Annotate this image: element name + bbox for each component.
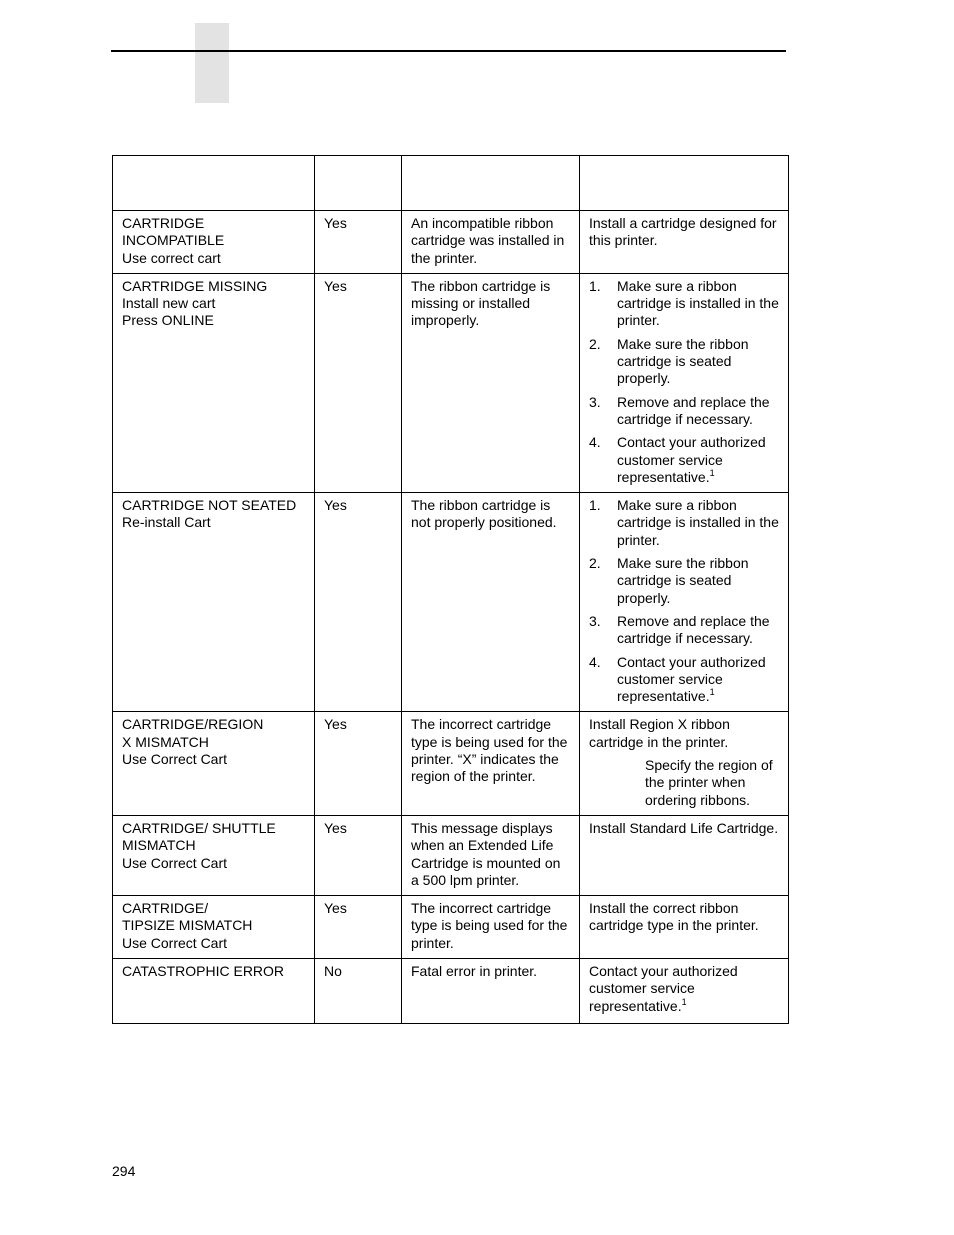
solution-text: Install Region X ribbon cartridge in the printer.: [589, 716, 730, 750]
explanation-cell: The incorrect cartridge type is being used for the printer. “X” indicates the region of the printer.: [402, 712, 580, 815]
step-number: 1.: [589, 277, 601, 294]
table-row: [113, 493, 789, 712]
step-number: 1.: [589, 497, 601, 514]
footnote-marker: 1: [709, 687, 715, 698]
message-line: CARTRIDGE: [122, 215, 205, 231]
step-number: 3.: [589, 393, 601, 410]
footnote-marker: 1: [681, 996, 687, 1007]
message-line: INCOMPATIBLE: [122, 232, 225, 249]
table-row: [113, 273, 789, 492]
step-text: Remove and replace the cartridge if necessary.: [617, 393, 770, 427]
column-header-reset: [315, 156, 402, 211]
message-cell: [113, 815, 315, 895]
solution-cell: [580, 712, 789, 815]
step-text: Make sure a ribbon cartridge is installed in the printer.: [617, 497, 779, 548]
reset-cell: Yes: [315, 712, 402, 815]
solution-steps: [589, 497, 780, 705]
message-line: MISMATCH: [122, 837, 196, 854]
message-line: CARTRIDGE/: [122, 900, 209, 917]
step-text: Make sure the ribbon cartridge is seated properly.: [617, 335, 749, 387]
table-row: [113, 896, 789, 959]
column-header-solution: [580, 156, 789, 211]
solution-cell: [580, 958, 789, 1023]
message-cell: [113, 896, 315, 959]
error-message-table: [112, 155, 789, 1024]
step-text: Remove and replace the cartridge if necessary.: [617, 612, 770, 647]
step-number: 4.: [589, 653, 601, 670]
column-header-explanation: [402, 156, 580, 211]
solution-step: [589, 394, 780, 429]
solution-step: [589, 654, 780, 706]
message-line: CARTRIDGE/REGION: [122, 716, 264, 733]
message-line: Use correct cart: [122, 249, 221, 266]
explanation-cell: Fatal error in printer.: [402, 958, 580, 1023]
table-header-row: [113, 156, 789, 211]
solution-cell: Install Standard Life Cartridge.: [580, 815, 789, 895]
solution-note: Specify the region of the printer when ordering ribbons.: [645, 757, 773, 808]
message-line: Press ONLINE: [122, 312, 214, 329]
message-cell: [113, 712, 315, 815]
message-line: Re-install Cart: [122, 514, 211, 531]
explanation-cell: The ribbon cartridge is not properly positioned.: [402, 493, 580, 712]
message-line: Use Correct Cart: [122, 751, 228, 768]
solution-step: [589, 336, 780, 388]
message-line: Install new cart: [122, 295, 216, 312]
step-number: 2.: [589, 555, 601, 572]
table-row: [113, 712, 789, 815]
solution-cell: Install the correct ribbon cartridge type in the printer.: [580, 896, 789, 959]
solution-steps: [589, 278, 780, 486]
solution-cell: [580, 273, 789, 492]
reset-cell: Yes: [315, 273, 402, 492]
message-line: Use Correct Cart: [122, 934, 228, 951]
reset-cell: Yes: [315, 815, 402, 895]
explanation-cell: The ribbon cartridge is missing or installed improperly.: [402, 273, 580, 492]
message-line: CATASTROPHIC ERROR: [122, 962, 285, 979]
reset-cell: Yes: [315, 211, 402, 274]
solution-step: [589, 434, 780, 486]
message-line: X MISMATCH: [122, 733, 209, 750]
solution-cell: Install a cartridge designed for this printer.: [580, 211, 789, 274]
table-row: [113, 211, 789, 274]
message-cell: [113, 211, 315, 274]
step-text: Make sure the ribbon cartridge is seated properly.: [617, 555, 749, 606]
message-line: CARTRIDGE/ SHUTTLE: [122, 819, 276, 836]
footnote-marker: 1: [709, 467, 715, 478]
solution-text: Contact your authorized customer service representative.: [589, 962, 738, 1014]
solution-step: [589, 555, 780, 607]
step-text: Contact your authorized customer service representative.: [617, 434, 766, 485]
reset-cell: Yes: [315, 896, 402, 959]
step-text: Make sure a ribbon cartridge is installed in the printer.: [617, 277, 779, 329]
message-cell: [113, 958, 315, 1023]
step-number: 4.: [589, 434, 601, 451]
explanation-cell: An incompatible ribbon cartridge was installed in the printer.: [402, 211, 580, 274]
message-line: Use Correct Cart: [122, 854, 228, 871]
header-rule: [111, 50, 786, 52]
solution-cell: [580, 493, 789, 712]
solution-step: [589, 278, 780, 330]
message-cell: [113, 493, 315, 712]
explanation-cell: This message displays when an Extended Life Cartridge is mounted on a 500 lpm printer.: [402, 815, 580, 895]
page-number: 294: [112, 1163, 136, 1179]
message-line: TIPSIZE MISMATCH: [122, 917, 253, 934]
reset-cell: No: [315, 958, 402, 1023]
message-line: CARTRIDGE MISSING: [122, 277, 268, 294]
step-number: 3.: [589, 612, 601, 629]
column-header-message: [113, 156, 315, 211]
step-number: 2.: [589, 335, 601, 352]
solution-step: [589, 613, 780, 648]
solution-step: [589, 497, 780, 549]
table-row: [113, 815, 789, 895]
explanation-cell: The incorrect cartridge type is being used for the printer.: [402, 896, 580, 959]
reset-cell: Yes: [315, 493, 402, 712]
table-row: [113, 958, 789, 1023]
step-text: Contact your authorized customer service representative.: [617, 653, 766, 705]
chapter-tab: [195, 23, 229, 103]
message-line: CARTRIDGE NOT SEATED: [122, 497, 297, 514]
message-cell: [113, 273, 315, 492]
